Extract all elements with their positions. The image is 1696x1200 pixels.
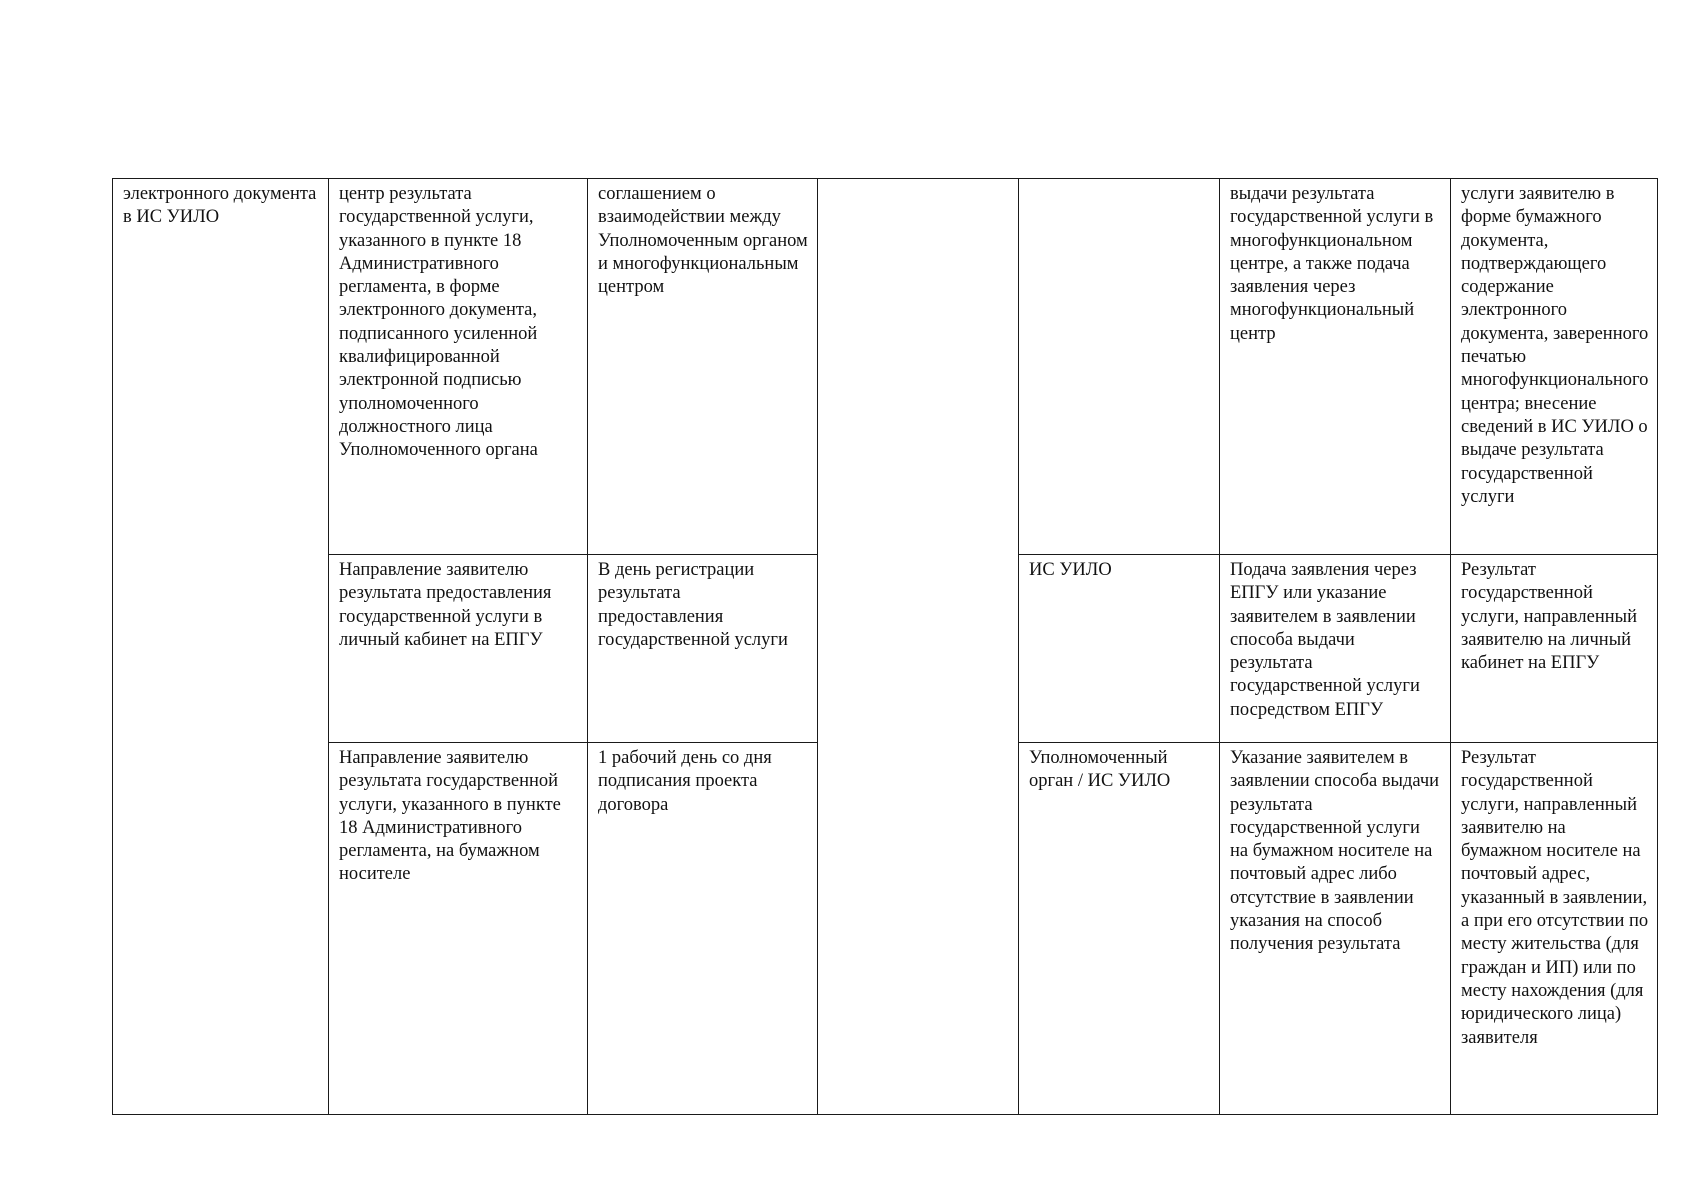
system-cell: ИС УИЛО xyxy=(1019,555,1220,743)
action-cell: Направление заявителю результата государственной услуги, указанного в пункте 18 Административного регламента, на бумажном носителе xyxy=(329,743,588,1115)
system-cell: Уполномоченный орган / ИС УИЛО xyxy=(1019,743,1220,1115)
table-row xyxy=(113,179,1658,555)
system-cell xyxy=(1019,179,1220,555)
term-cell: В день регистрации результата предоставления государственной услуги xyxy=(588,555,818,743)
action-cell: центр результата государственной услуги, указанного в пункте 18 Административного регламента, в форме электронного документа, подписанного усиленной квалифицированной электронной подписью уполномоченного должностного лица Уполномоченного органа xyxy=(329,179,588,555)
basis-cell: электронного документа в ИС УИЛО xyxy=(113,179,329,1115)
result-cell: услуги заявителю в форме бумажного документа, подтверждающего содержание электронного документа, заверенного печатью многофункционального центра; внесение сведений в ИС УИЛО о выдаче результата государственной услуги xyxy=(1451,179,1658,555)
result-cell: Результат государственной услуги, направленный заявителю на личный кабинет на ЕПГУ xyxy=(1451,555,1658,743)
responsible-cell xyxy=(818,179,1019,1115)
action-cell: Направление заявителю результата предоставления государственной услуги в личный кабинет на ЕПГУ xyxy=(329,555,588,743)
procedure-table xyxy=(112,178,1658,1115)
result-cell: Результат государственной услуги, направленный заявителю на бумажном носителе на почтовый адрес, указанный в заявлении, а при его отсутствии по месту жительства (для граждан и ИП) или по месту нахождения (для юридического лица) заявителя xyxy=(1451,743,1658,1115)
criteria-cell: выдачи результата государственной услуги в многофункциональном центре, а также подача заявления через многофункциональный центр xyxy=(1220,179,1451,555)
criteria-cell: Подача заявления через ЕПГУ или указание заявителем в заявлении способа выдачи результата государственной услуги посредством ЕПГУ xyxy=(1220,555,1451,743)
criteria-cell: Указание заявителем в заявлении способа выдачи результата государственной услуги на бумажном носителе на почтовый адрес либо отсутствие в заявлении указания на способ получения результата xyxy=(1220,743,1451,1115)
term-cell: соглашением о взаимодействии между Уполномоченным органом и многофункциональным центром xyxy=(588,179,818,555)
term-cell: 1 рабочий день со дня подписания проекта договора xyxy=(588,743,818,1115)
